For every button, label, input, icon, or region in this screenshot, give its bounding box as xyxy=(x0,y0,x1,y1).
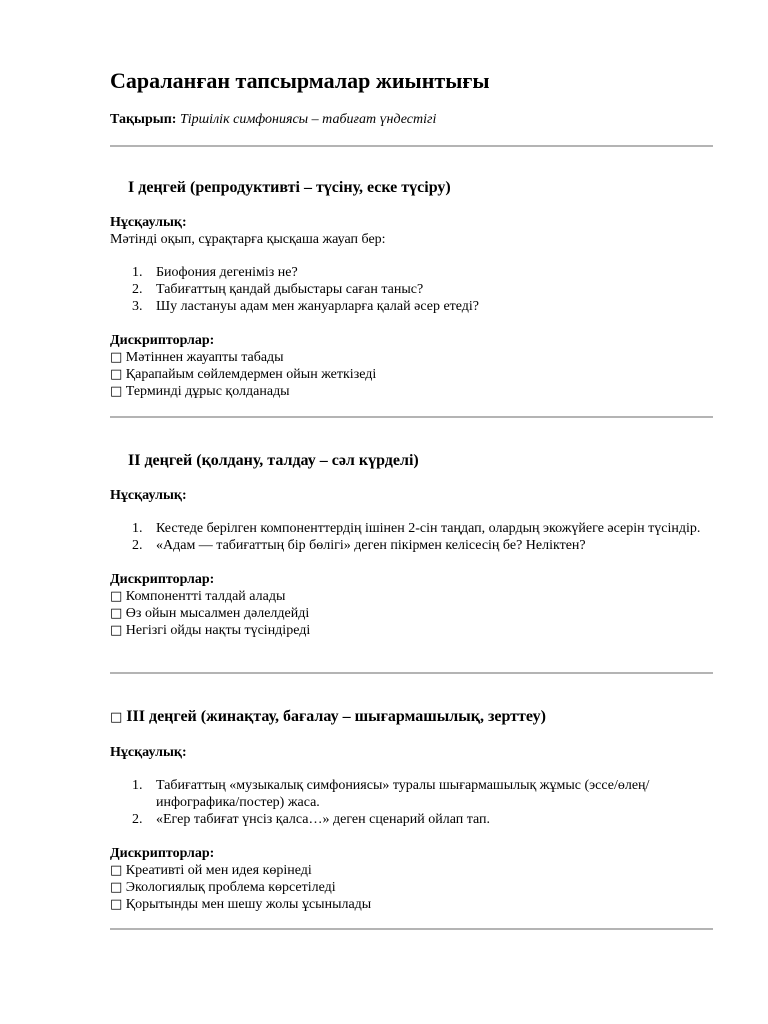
descriptor-item xyxy=(110,349,713,366)
descriptor-text: Креативті ой мен идея көрінеді xyxy=(125,863,312,878)
divider xyxy=(110,416,713,418)
descriptor-text: Мәтіннен жауапты табады xyxy=(125,350,284,365)
topic-value: Тіршілік симфониясы – табиғат үндестігі xyxy=(179,112,437,127)
descriptor-item xyxy=(110,879,713,896)
item-text: Табиғаттың «музыкалық симфониясы» туралы шығармашылық жұмыс (эссе/өлең/инфографика/постер) жаса. xyxy=(156,778,650,810)
list-item xyxy=(110,281,713,298)
instruction-text: Мәтінді оқып, сұрақтарға қысқаша жауап бер: xyxy=(110,232,386,247)
descriptor-text: Негізгі ойды нақты түсіндіреді xyxy=(125,623,311,638)
missing-glyph-box-icon: □ xyxy=(110,863,123,878)
list-item xyxy=(110,777,713,811)
list-item xyxy=(110,537,713,554)
item-text: Табиғаттың қандай дыбыстары саған таныс? xyxy=(156,282,424,297)
descriptors-label: Дискрипторлар: xyxy=(110,572,215,587)
level-2-heading: II деңгей (қолдану, талдау – сәл күрделі) xyxy=(128,452,419,469)
list-item xyxy=(110,298,713,315)
missing-glyph-box-icon: □ xyxy=(110,710,123,725)
missing-glyph-box-icon: □ xyxy=(110,623,123,638)
question-list xyxy=(110,264,713,315)
task-list xyxy=(110,520,713,554)
item-text: Биофония дегеніміз не? xyxy=(156,265,298,280)
level-1-section xyxy=(110,178,713,400)
list-item xyxy=(110,264,713,281)
descriptors-label: Дискрипторлар: xyxy=(110,846,215,861)
missing-glyph-box-icon: □ xyxy=(110,367,123,382)
descriptor-item xyxy=(110,588,713,605)
item-number: 1. xyxy=(132,778,143,793)
missing-glyph-box-icon: □ xyxy=(110,880,123,895)
descriptor-text: Терминді дұрыс қолданады xyxy=(125,384,290,399)
item-number: 2. xyxy=(132,538,143,553)
missing-glyph-box-icon: □ xyxy=(110,384,123,399)
level-2-section xyxy=(110,451,713,639)
item-text: «Егер табиғат үнсіз қалса…» деген сценарий ойлап тап. xyxy=(156,812,491,827)
descriptor-item xyxy=(110,622,713,639)
missing-glyph-box-icon: □ xyxy=(110,350,123,365)
level-1-heading: I деңгей (репродуктивті – түсіну, еске түсіру) xyxy=(128,179,451,196)
descriptor-item xyxy=(110,605,713,622)
descriptor-text: Қорытынды мен шешу жолы ұсынылады xyxy=(125,897,372,912)
instruction-label: Нұсқаулық: xyxy=(110,745,187,760)
item-text: «Адам — табиғаттың бір бөлігі» деген пікірмен келісесің бе? Неліктен? xyxy=(156,538,586,553)
descriptor-text: Қарапайым сөйлемдермен ойын жеткізеді xyxy=(125,367,377,382)
instruction-label: Нұсқаулық: xyxy=(110,215,187,230)
missing-glyph-box-icon: □ xyxy=(110,589,123,604)
descriptor-text: Компонентті талдай алады xyxy=(125,589,286,604)
divider xyxy=(110,928,713,930)
item-number: 2. xyxy=(132,282,143,297)
descriptors-label: Дискрипторлар: xyxy=(110,333,215,348)
descriptor-text: Өз ойын мысалмен дәлелдейді xyxy=(125,606,310,621)
descriptor-item xyxy=(110,383,713,400)
task-list xyxy=(110,777,713,828)
level-3-section xyxy=(110,707,713,913)
descriptor-item xyxy=(110,896,713,913)
divider xyxy=(110,672,713,674)
missing-glyph-box-icon: □ xyxy=(110,897,123,912)
list-item xyxy=(110,811,713,828)
item-text: Шу ластануы адам мен жануарларға қалай әсер етеді? xyxy=(156,299,480,314)
item-number: 3. xyxy=(132,299,143,314)
item-number: 2. xyxy=(132,812,143,827)
divider xyxy=(110,145,713,147)
missing-glyph-box-icon: □ xyxy=(110,606,123,621)
topic-line xyxy=(110,111,436,128)
item-text: Кестеде берілген компоненттердің ішінен 2-сін таңдап, олардың экожүйеге әсерін түсіндір. xyxy=(156,521,701,536)
descriptor-item xyxy=(110,366,713,383)
item-number: 1. xyxy=(132,521,143,536)
descriptor-item xyxy=(110,862,713,879)
item-number: 1. xyxy=(132,265,143,280)
level-3-heading-line xyxy=(110,707,713,728)
document-title: Сараланған тапсырмалар жиынтығы xyxy=(110,68,490,93)
instruction-label: Нұсқаулық: xyxy=(110,488,187,503)
list-item xyxy=(110,520,713,537)
topic-label: Тақырып: xyxy=(110,112,177,127)
level-3-heading: III деңгей (жинақтау, бағалау – шығармашылық, зерттеу) xyxy=(126,708,546,725)
descriptor-text: Экологиялық проблема көрсетіледі xyxy=(125,880,336,895)
